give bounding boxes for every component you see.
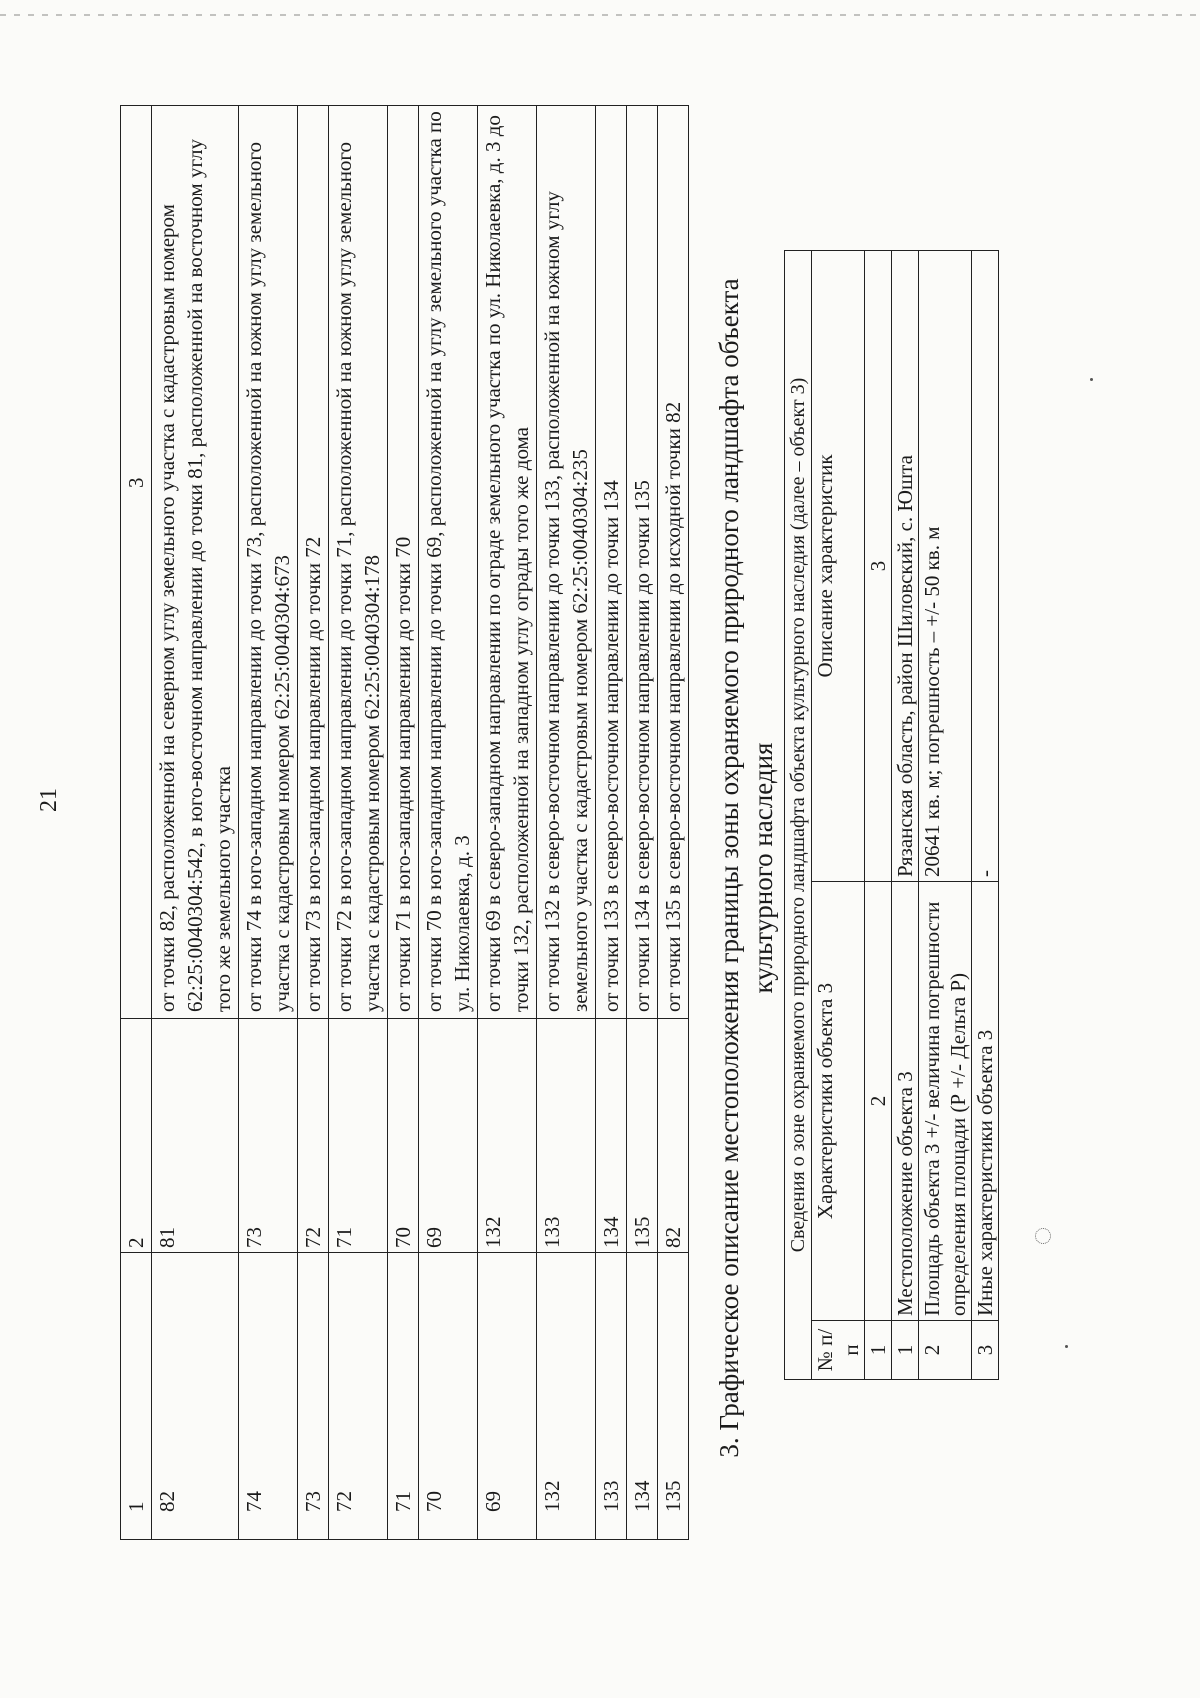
col-index: 2 (865, 882, 892, 1321)
row-description: 20641 кв. м; погрешность – +/- 50 кв. м (919, 251, 972, 882)
segment-description: от точки 70 в юго-западном направлении до точки 69, расположенной на углу земельного участка по ул. Николаевка, д. 3 (419, 106, 478, 1019)
point-to: 132 (478, 1019, 537, 1253)
segment-description: от точки 132 в северо-восточном направлении до точки 133, расположенной на южном углу земельного участка с кадастровым номером 62:25:0040304:235 (537, 106, 596, 1019)
boundary-table (120, 105, 689, 1540)
segment-description: от точки 74 в юго-западном направлении до точки 73, расположенной на южном углу земельного участка с кадастровым номером 62:25:0040304:673 (239, 106, 298, 1019)
point-from: 74 (239, 1253, 298, 1540)
table-row (478, 106, 537, 1540)
table-row (596, 106, 627, 1540)
point-from: 135 (658, 1253, 689, 1540)
segment-description: от точки 72 в юго-западном направлении до точки 71, расположенной на южном углу земельного участка с кадастровым номером 62:25:0040304:178 (329, 106, 388, 1019)
point-from: 82 (152, 1253, 239, 1540)
segment-description: от точки 134 в северо-восточном направлении до точки 135 (627, 106, 658, 1019)
row-characteristic: Иные характеристики объекта 3 (972, 882, 999, 1321)
table-row (298, 106, 329, 1540)
col-header: 1 (121, 1253, 152, 1540)
point-from: 70 (419, 1253, 478, 1540)
table-row (627, 106, 658, 1540)
point-to: 69 (419, 1019, 478, 1253)
point-from: 132 (537, 1253, 596, 1540)
row-number: 1 (892, 1321, 919, 1380)
point-from: 69 (478, 1253, 537, 1540)
row-characteristic: Площадь объекта 3 +/- величина погрешности определения площади (Р +/- Дельта Р) (919, 882, 972, 1321)
col-header: 2 (121, 1019, 152, 1253)
segment-description: от точки 69 в северо-западном направлении по ограде земельного участка по ул. Николаевка, д. 3 до точки 132, расположенной на западном углу ограды того же дома (478, 106, 537, 1019)
table-row (419, 106, 478, 1540)
point-to: 71 (329, 1019, 388, 1253)
segment-description: от точки 82, расположенной на северном углу земельного участка с кадастровым номером 62:25:0040304:542, в юго-восточном направлении до точки 81, расположенной на восточном углу того же земельного участка (152, 106, 239, 1019)
point-from: 133 (596, 1253, 627, 1540)
point-to: 70 (388, 1019, 419, 1253)
table-caption: Сведения о зоне охраняемого природного ландшафта объекта культурного наследия (далее – объект 3) (785, 251, 812, 1380)
row-description: - (972, 251, 999, 882)
col-header-description: Описание характеристик (812, 251, 865, 882)
point-to: 133 (537, 1019, 596, 1253)
point-to: 81 (152, 1019, 239, 1253)
table-row (658, 106, 689, 1540)
table-row (892, 251, 919, 1380)
col-header-number: № п/п (812, 1321, 865, 1380)
table-row (537, 106, 596, 1540)
segment-description: от точки 71 в юго-западном направлении до точки 70 (388, 106, 419, 1019)
point-to: 82 (658, 1019, 689, 1253)
table-row (329, 106, 388, 1540)
point-from: 71 (388, 1253, 419, 1540)
segment-description: от точки 133 в северо-восточном направлении до точки 134 (596, 106, 627, 1019)
point-from: 73 (298, 1253, 329, 1540)
point-to: 72 (298, 1019, 329, 1253)
table-header-row (812, 251, 865, 1380)
col-header-characteristic: Характеристики объекта 3 (812, 882, 865, 1321)
col-header: 3 (121, 106, 152, 1019)
row-characteristic: Местоположение объекта 3 (892, 882, 919, 1321)
section-heading: 3. Графическое описание местоположения границы зоны охраняемого природного ландшафта объекта культурного наследия (714, 278, 778, 1458)
row-number: 2 (919, 1321, 972, 1380)
zone-info-table (784, 250, 999, 1380)
table-caption-row (785, 251, 812, 1380)
row-description: Рязанская область, район Шиловский, с. Юшта (892, 251, 919, 882)
table-header-row (121, 106, 152, 1540)
segment-description: от точки 73 в юго-западном направлении до точки 72 (298, 106, 329, 1019)
point-to: 73 (239, 1019, 298, 1253)
point-to: 134 (596, 1019, 627, 1253)
row-number: 3 (972, 1321, 999, 1380)
col-index: 1 (865, 1321, 892, 1380)
point-from: 72 (329, 1253, 388, 1540)
page-number: 21 (36, 788, 62, 812)
table-row (152, 106, 239, 1540)
point-to: 135 (627, 1019, 658, 1253)
table-row (239, 106, 298, 1540)
col-index: 3 (865, 251, 892, 882)
segment-description: от точки 135 в северо-восточном направлении до исходной точки 82 (658, 106, 689, 1019)
table-index-row (865, 251, 892, 1380)
table-row (388, 106, 419, 1540)
point-from: 134 (627, 1253, 658, 1540)
table-row (972, 251, 999, 1380)
table-row (919, 251, 972, 1380)
